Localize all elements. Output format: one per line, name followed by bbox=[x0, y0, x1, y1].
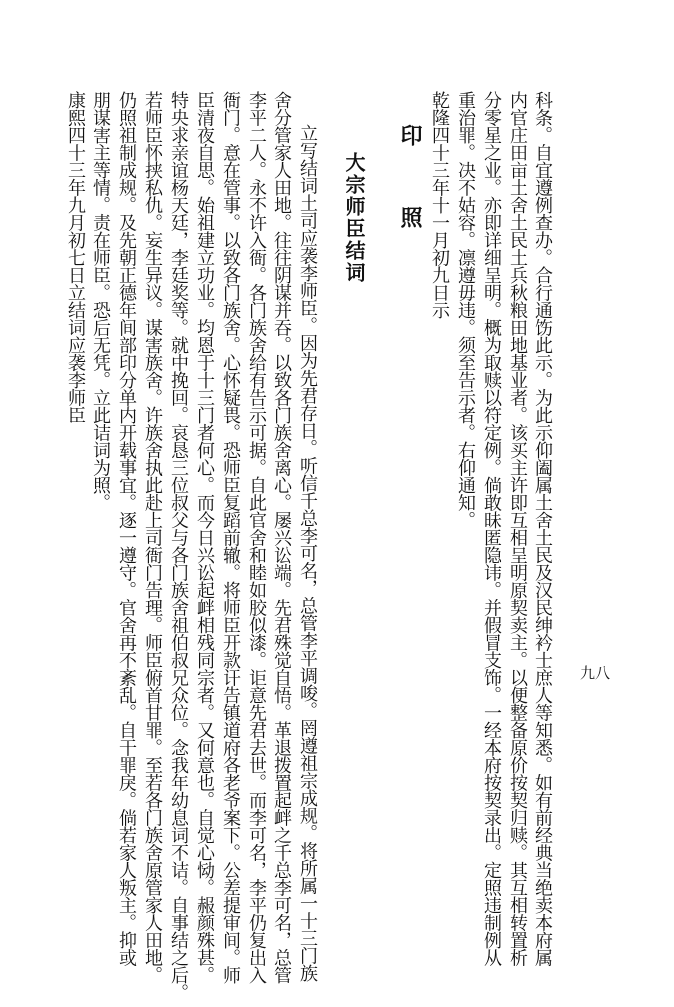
section-title: 印照 bbox=[397, 124, 422, 288]
page-number: 九八 bbox=[580, 664, 611, 682]
statement-line-8: 仍照祖制成规。及先朝正德年间部印分单内开载事宜。逐一遵守。官舍再不紊乱。自干罪戾。倘若家人叛主。抑或 bbox=[116, 91, 137, 966]
statement-line-3: 李平二人。永不许入衙。各门族舍给有告示可据。自此官舍和睦如胶似漆。讵意先君去世。而李可名，李平仍复出入 bbox=[246, 91, 267, 984]
statement-date: 康熙四十三年九月初七日立结词应袭李师臣 bbox=[65, 91, 86, 424]
proclamation-line-1: 科条。自宜遵例查办。合行通饬此示。为此示仰阖属土舍土民及汉民绅衿士庶人等知悉。如有前经典当绝卖本府属 bbox=[532, 91, 553, 966]
proclamation-line-4: 重治罪。决不姑容。凛遵毋违。须至告示者。右仰通知。 bbox=[455, 91, 476, 529]
section-subtitle: 大宗师臣结词 bbox=[342, 152, 366, 284]
statement-line-6: 特央求亲谊杨天廷，李廷奖等。就中挽回。哀恳三位叔父与各门族舍祖伯叔兄众位。念我年幼息词不诘。自事结之后。 bbox=[168, 91, 189, 1001]
proclamation-line-3: 分零星之业。亦即详细呈明。概为取赎以符定例。倘敢昧匿隐讳。并假冒支饰。一经本府按契录出。定照违制例从 bbox=[481, 91, 502, 966]
statement-line-5: 臣清夜自思。始祖建立功业。均恩于十三门者何心。而今日兴讼起衅相残同宗者。又何意也。自觉心恸。赧颜殊甚。 bbox=[194, 91, 215, 984]
statement-line-1: 立写结词土司应袭李师臣。因为先君存日。听信千总李可名，总管李平调唆。罔遵祖宗成规。将所属一十三门族 bbox=[297, 124, 318, 982]
statement-line-2: 舍分管家人田地。往往阴谋并吞。以致各门族舍离心。屡兴讼端。先君殊觉自悟。革退拨置起衅之千总李可名，总管 bbox=[271, 91, 292, 984]
statement-line-7: 若师臣怀挟私仇。妄生异议。谋害族舍。许族舍执此赴上司衙门告理。师臣俯首甘罪。至若各门族舍原管家人田地。 bbox=[142, 91, 163, 984]
statement-line-4: 衙门。意在管事。以致各门族舍。心怀疑畏。恐师臣复蹈前辙。将师臣开款讦告镇道府各老爷案下。公差提审间。师 bbox=[220, 91, 241, 984]
proclamation-line-2: 内官庄田亩土舍土民土兵秋粮田地基业者。该买主许即互相呈明原契卖主。以便整备原价按契归赎。其互相转置析 bbox=[507, 91, 528, 966]
proclamation-date: 乾隆四十三年十一月初九日示 bbox=[429, 91, 450, 319]
statement-line-9: 朋谋害主等情。责在师臣。恐后无凭。立此诘词为照。 bbox=[90, 91, 111, 511]
